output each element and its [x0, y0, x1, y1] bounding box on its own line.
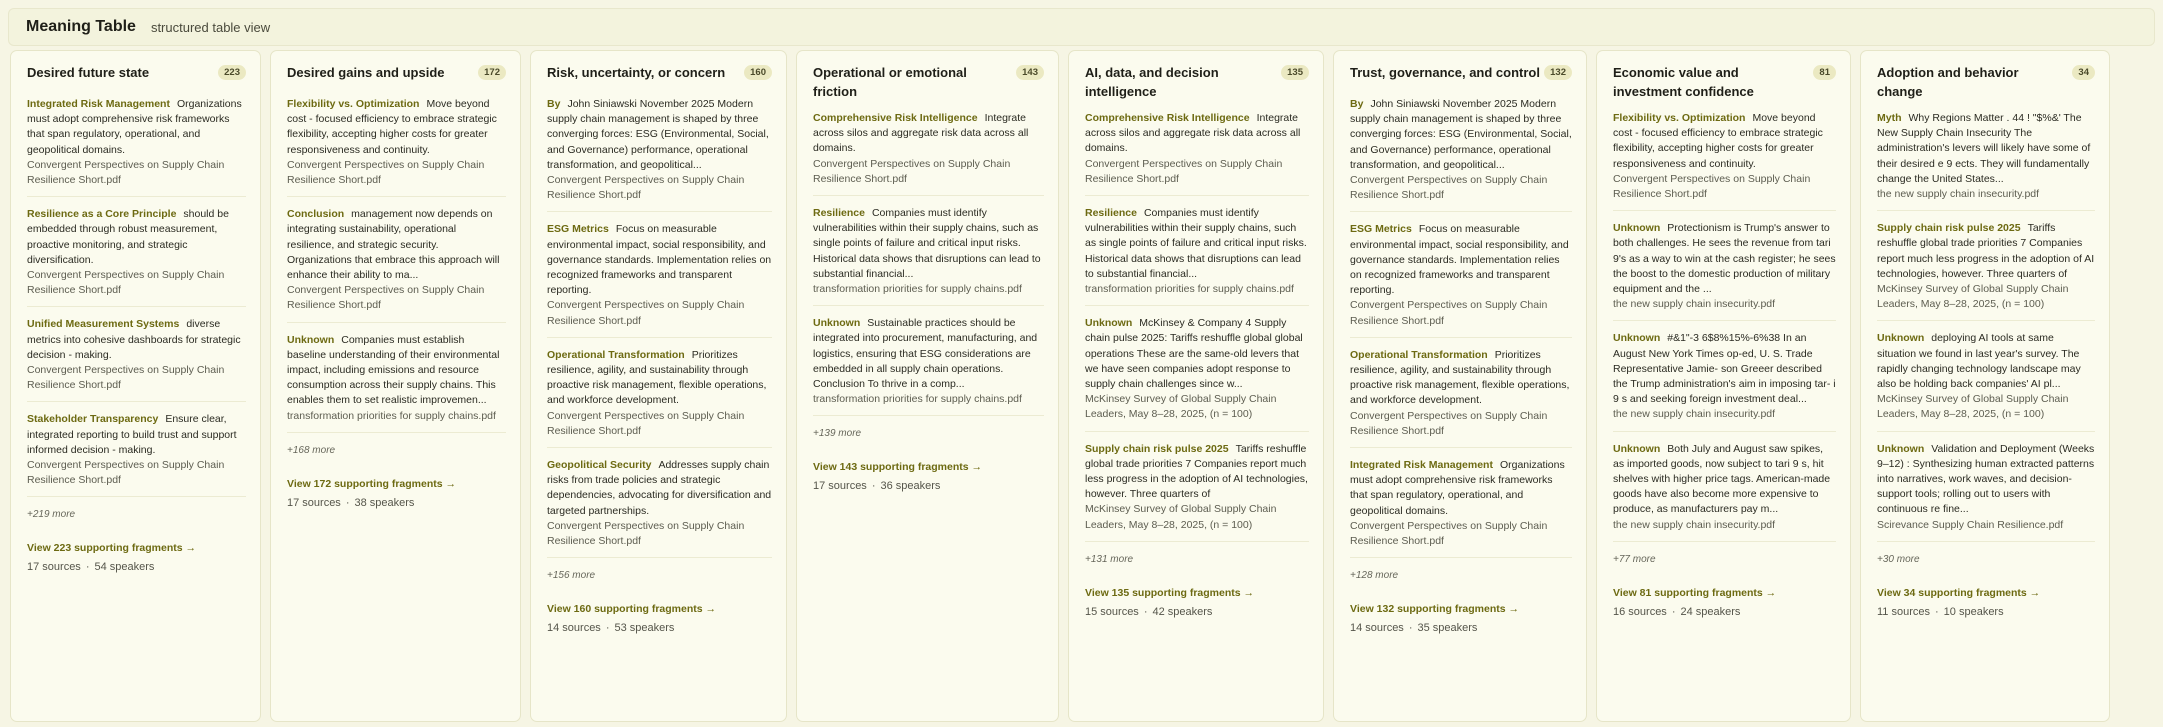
fragment-item — [1350, 448, 1572, 558]
fragment-body: Integrate across silos and aggregate risk data across all domains. — [1085, 112, 1301, 155]
fragment-text — [813, 111, 1044, 157]
column-title: Economic value and investment confidence — [1613, 65, 1754, 99]
fragment-source: Convergent Perspectives on Supply Chain Resilience Short.pdf — [813, 157, 1011, 185]
fragment-label: Unknown — [1613, 222, 1661, 235]
fragment-source: Convergent Perspectives on Supply Chain Resilience Short.pdf — [1350, 519, 1548, 548]
fragment-source: Convergent Perspectives on Supply Chain Resilience Short.pdf — [1350, 299, 1548, 327]
fragment-text — [287, 333, 506, 409]
fragment-source: the new supply chain insecurity.pdf — [1613, 408, 1776, 421]
fragment-body: Organizations must adopt comprehensive risk frameworks that span regulatory, operational, and geopolitical domains. — [1350, 459, 1565, 517]
page-subtitle: structured table view — [150, 19, 271, 35]
fragment-label: Unknown — [1877, 442, 1925, 455]
fragment-source: Convergent Perspectives on Supply Chain Resilience Short.pdf — [1350, 409, 1548, 437]
speakers-count: 24 speakers — [1680, 605, 1741, 618]
fragment-text — [27, 97, 246, 158]
fragment-label: ESG Metrics — [547, 223, 609, 236]
fragment-source: transformation priorities for supply chains.pdf — [287, 409, 496, 422]
count-badge: 143 — [1016, 65, 1044, 80]
fragment-source: Convergent Perspectives on Supply Chain Resilience Short.pdf — [547, 409, 745, 437]
column-stats — [287, 497, 506, 509]
column-title: Adoption and behavior change — [1877, 65, 2019, 99]
fragment-source: the new supply chain insecurity.pdf — [1877, 188, 2040, 201]
meaning-column — [1068, 50, 1324, 722]
fragment-item — [1350, 212, 1572, 337]
fragment-text — [1613, 442, 1836, 518]
fragment-body: deploying AI tools at same situation we found in last year's survey. The rapidly changing technology landscape may also be holding back companies' AI pl... — [1877, 332, 2081, 391]
view-fragments-link[interactable]: View 143 supporting fragments → — [813, 461, 983, 474]
fragment-text — [813, 206, 1044, 282]
column-header — [287, 63, 506, 87]
fragment-label: ESG Metrics — [1350, 223, 1412, 236]
fragment-source: Convergent Perspectives on Supply Chain Resilience Short.pdf — [27, 459, 225, 487]
fragment-body: Focus on measurable environmental impact, social responsibility, and governance standards. Implementation relies on recognized frameworks and transparent reporting. — [1350, 223, 1569, 297]
fragment-source: Convergent Perspectives on Supply Chain Resilience Short.pdf — [1350, 174, 1548, 202]
fragment-source: Convergent Perspectives on Supply Chain Resilience Short.pdf — [287, 158, 485, 187]
fragment-text — [1877, 331, 2095, 392]
fragment-source: the new supply chain insecurity.pdf — [1613, 298, 1776, 311]
fragment-label: Resilience — [813, 207, 865, 220]
fragment-body: Protectionism is Trump's answer to both challenges. He sees the revenue from tari 9's as a way to win at the cash register; he sees the boost to the domestic production of military equipment and the ... — [1613, 222, 1836, 296]
fragment-item — [547, 448, 772, 558]
fragment-body: Move beyond cost - focused efficiency to embrace strategic flexibility, accepting higher costs for greater responsiveness and continuity. — [287, 98, 497, 156]
fragment-item — [547, 87, 772, 212]
fragment-text — [287, 207, 506, 283]
separator-dot: · — [1408, 622, 1413, 635]
fragment-label: Integrated Risk Management — [1350, 459, 1493, 472]
column-header — [1613, 63, 1836, 101]
column-stats — [813, 480, 1044, 492]
view-fragments-link[interactable]: View 34 supporting fragments → — [1877, 586, 2041, 599]
fragment-item — [1613, 321, 1836, 431]
fragment-item — [1085, 196, 1309, 306]
meaning-column — [270, 50, 521, 722]
separator-dot: · — [871, 480, 876, 493]
column-stats — [27, 561, 246, 573]
fragment-body: Ensure clear, integrated reporting to build trust and support informed decision - making. — [27, 413, 237, 456]
separator-dot: · — [85, 561, 90, 574]
column-header — [1085, 63, 1309, 101]
sources-count: 11 sources — [1877, 605, 1930, 618]
speakers-count: 10 speakers — [1943, 605, 2004, 618]
fragment-label: Unified Measurement Systems — [27, 318, 180, 331]
fragment-source: Convergent Perspectives on Supply Chain Resilience Short.pdf — [27, 158, 225, 187]
speakers-count: 36 speakers — [880, 480, 941, 493]
fragment-text — [547, 97, 772, 173]
column-title: Risk, uncertainty, or concern — [547, 65, 726, 80]
fragment-body: diverse metrics into cohesive dashboards for strategic decision - making. — [27, 318, 241, 361]
fragment-source: transformation priorities for supply chains.pdf — [1085, 283, 1294, 296]
view-fragments-link[interactable]: View 132 supporting fragments → — [1350, 603, 1520, 616]
fragment-label: Myth — [1877, 112, 1902, 124]
fragment-body: Addresses supply chain risks from trade policies and strategic dependencies, advocating for diversification and targeted partnerships. — [547, 459, 772, 517]
count-badge: 132 — [1544, 65, 1572, 80]
fragment-label: Supply chain risk pulse 2025 — [1877, 222, 2021, 235]
meaning-column — [796, 50, 1059, 722]
column-stats — [1350, 622, 1572, 634]
count-badge: 223 — [218, 65, 246, 80]
fragment-item — [27, 307, 246, 402]
view-fragments-link[interactable]: View 135 supporting fragments → — [1085, 586, 1255, 599]
fragment-item — [1350, 338, 1572, 448]
column-title: Desired future state — [27, 65, 150, 80]
fragment-label: Resilience as a Core Principle — [27, 208, 177, 221]
fragment-text — [27, 207, 246, 268]
fragment-label: Flexibility vs. Optimization — [1613, 112, 1746, 124]
column-title: AI, data, and decision intelligence — [1085, 65, 1219, 99]
column-stats — [547, 622, 772, 634]
fragment-label: Unknown — [1613, 332, 1661, 345]
fragment-label: Unknown — [1613, 442, 1661, 455]
column-title: Operational or emotional friction — [813, 65, 967, 99]
fragment-source: Convergent Perspectives on Supply Chain Resilience Short.pdf — [27, 269, 225, 297]
fragment-source: transformation priorities for supply chains.pdf — [813, 393, 1022, 406]
fragment-label: By — [1350, 98, 1364, 110]
fragment-body: Prioritizes resilience, agility, and sustainability through proactive risk management, flexible operations, and workforce development. — [547, 348, 767, 407]
sources-count: 14 sources — [1350, 622, 1404, 635]
fragment-text — [1877, 442, 2095, 518]
fragment-source: Convergent Perspectives on Supply Chain Resilience Short.pdf — [547, 174, 745, 202]
fragment-label: Operational Transformation — [547, 348, 685, 361]
fragment-body: Validation and Deployment (Weeks 9–12) : Synthesizing human extracted patterns into narratives, work waves, and decision-support tools; rolling out to users with continuous re fine... — [1877, 442, 2095, 516]
count-badge: 160 — [744, 65, 772, 80]
fragment-source: transformation priorities for supply chains.pdf — [813, 283, 1022, 296]
fragment-source: McKinsey Survey of Global Supply Chain Leaders, May 8–28, 2025, (n = 100) — [1085, 503, 1277, 531]
fragment-item — [27, 197, 246, 307]
fragment-item — [1085, 432, 1309, 542]
column-stats — [1613, 606, 1836, 618]
count-badge: 34 — [2072, 65, 2095, 80]
fragment-text — [1877, 221, 2095, 282]
fragment-source: Convergent Perspectives on Supply Chain Resilience Short.pdf — [1085, 157, 1283, 185]
fragment-text — [547, 222, 772, 298]
fragment-item — [1877, 211, 2095, 321]
fragment-item — [813, 306, 1044, 416]
speakers-count: 38 speakers — [354, 496, 415, 509]
fragment-source: McKinsey Survey of Global Supply Chain Leaders, May 8–28, 2025, (n = 100) — [1877, 283, 2069, 311]
count-badge: 172 — [478, 65, 506, 80]
fragment-body: Organizations must adopt comprehensive risk frameworks that span regulatory, operational, and geopolitical domains. — [27, 98, 242, 156]
speakers-count: 35 speakers — [1417, 622, 1478, 635]
fragment-body: John Siniawski November 2025 Modern supply chain management is shaped by three converging forces: ESG (Environmental, Social, and Governance) performance, operational transformation, and geopolitical... — [1350, 98, 1572, 171]
fragment-body: McKinsey & Company 4 Supply chain pulse 2025: Tariffs reshuffle global global operations These are the same-old levers that we have seen companies adopt response to supply chain challenges since w... — [1085, 317, 1303, 391]
sources-count: 17 sources — [813, 480, 867, 493]
speakers-count: 53 speakers — [614, 622, 675, 635]
fragment-item — [547, 212, 772, 337]
more-count: +156 more — [547, 570, 596, 582]
fragment-source: Convergent Perspectives on Supply Chain Resilience Short.pdf — [287, 284, 485, 312]
fragment-body: management now depends on integrating sustainability, operational resilience, and strategic security. Organizations that embrace this approach will enhance their ability to ma... — [287, 208, 500, 282]
more-count: +30 more — [1877, 553, 1920, 565]
fragment-label: Integrated Risk Management — [27, 98, 170, 110]
fragment-label: Conclusion — [287, 208, 345, 221]
fragment-text — [547, 348, 772, 409]
fragment-label: Supply chain risk pulse 2025 — [1085, 442, 1229, 455]
fragment-item — [1877, 432, 2095, 542]
fragment-text — [547, 458, 772, 519]
fragment-source: Convergent Perspectives on Supply Chain Resilience Short.pdf — [547, 519, 745, 548]
fragment-item — [813, 196, 1044, 306]
fragment-body: Focus on measurable environmental impact, social responsibility, and governance standards. Implementation relies on recognized frameworks and transparent reporting. — [547, 223, 772, 297]
fragment-text — [287, 97, 506, 158]
column-title: Desired gains and upside — [287, 65, 445, 80]
fragment-item — [287, 323, 506, 433]
fragment-body: Tariffs reshuffle global trade priorities 7 Companies report much less progress in the adoption of AI technologies, however. Three quarters of — [1085, 442, 1308, 501]
fragment-body: Companies must establish baseline understanding of their environmental impact, including emissions and resource consumption across their supply chains. This enables them to set realistic improvemen... — [287, 333, 500, 407]
fragment-item — [1877, 101, 2095, 211]
meaning-column — [530, 50, 787, 722]
fragment-text — [1613, 111, 1836, 172]
fragment-item — [1613, 101, 1836, 211]
fragment-body: Both July and August saw spikes, as imported goods, now subject to tari 9 s, hit shelves with higher price tags. American-made goods have also become more expensive to produce, as manufacturers pay m... — [1613, 442, 1831, 516]
speakers-count: 54 speakers — [94, 561, 155, 574]
column-header — [547, 63, 772, 87]
fragment-body: should be embedded through robust measurement, proactive monitoring, and strategic diversification. — [27, 208, 229, 266]
fragment-label: Flexibility vs. Optimization — [287, 98, 420, 110]
view-fragments-link[interactable]: View 81 supporting fragments → — [1613, 586, 1777, 599]
fragment-text — [1085, 316, 1309, 392]
meaning-column — [10, 50, 261, 722]
fragment-item — [27, 87, 246, 197]
fragment-body: Companies must identify vulnerabilities within their supply chains, such as single points of failure and critical input risks. Historical data shows that disruptions can lead to substantial financial... — [813, 207, 1041, 280]
view-fragments-link[interactable]: View 172 supporting fragments → — [287, 477, 457, 490]
fragment-label: Comprehensive Risk Intelligence — [813, 112, 978, 124]
fragment-item — [1350, 87, 1572, 212]
more-count: +77 more — [1613, 553, 1656, 565]
fragment-item — [1613, 432, 1836, 542]
fragment-item — [1085, 306, 1309, 431]
fragment-source: Convergent Perspectives on Supply Chain Resilience Short.pdf — [1613, 172, 1811, 201]
fragment-source: McKinsey Survey of Global Supply Chain Leaders, May 8–28, 2025, (n = 100) — [1877, 393, 2069, 421]
fragment-body: Why Regions Matter . 44 ! "$%&' The New Supply Chain Insecurity The administration's levers will likely have some of their desired e 9 ects. They will fundamentally change the United States... — [1877, 112, 2091, 185]
view-fragments-link[interactable]: View 160 supporting fragments → — [547, 603, 717, 616]
fragment-body: Prioritizes resilience, agility, and sustainability through proactive risk management, flexible operations, and workforce development. — [1350, 348, 1570, 407]
column-header — [27, 63, 246, 87]
fragment-item — [813, 101, 1044, 196]
fragment-source: Convergent Perspectives on Supply Chain Resilience Short.pdf — [27, 364, 225, 392]
meaning-column — [1596, 50, 1851, 722]
fragment-label: Unknown — [813, 317, 861, 330]
column-header — [1877, 63, 2095, 101]
fragment-body: Tariffs reshuffle global trade priorities 7 Companies report much less progress in the adoption of AI technologies, however. Three quarters of — [1877, 222, 2095, 280]
speakers-count: 42 speakers — [1152, 605, 1213, 618]
fragment-item — [1613, 211, 1836, 321]
more-count: +139 more — [813, 428, 862, 440]
column-stats — [1877, 606, 2095, 618]
sources-count: 16 sources — [1613, 605, 1667, 618]
separator-dot: · — [345, 496, 350, 509]
fragment-text — [1350, 348, 1572, 409]
fragment-text — [1350, 222, 1572, 298]
fragment-label: Comprehensive Risk Intelligence — [1085, 112, 1250, 124]
sources-count: 14 sources — [547, 622, 601, 635]
fragment-source: the new supply chain insecurity.pdf — [1613, 518, 1776, 531]
fragment-label: Unknown — [287, 333, 335, 346]
separator-dot: · — [605, 622, 610, 635]
fragment-label: Resilience — [1085, 207, 1137, 220]
fragment-item — [1085, 101, 1309, 196]
fragment-body: #&1"-3 6$8%15%-6%38 In an August New York Times op-ed, U. S. Trade Representative Jamie- son Greeer described the Trump administration's aim in imposing tar- i 9 s and seeking foreign investment deal... — [1613, 332, 1836, 406]
fragment-item — [27, 402, 246, 497]
fragment-text — [1613, 221, 1836, 297]
fragment-text — [1085, 111, 1309, 157]
more-count: +219 more — [27, 509, 76, 521]
fragment-text — [1613, 331, 1836, 407]
sources-count: 17 sources — [287, 496, 341, 509]
more-count: +168 more — [287, 444, 336, 456]
fragment-text — [1350, 458, 1572, 519]
fragment-text — [1350, 97, 1572, 173]
sources-count: 15 sources — [1085, 605, 1139, 618]
fragment-label: Geopolitical Security — [547, 459, 652, 472]
fragment-item — [1877, 321, 2095, 431]
fragment-text — [1877, 111, 2095, 187]
separator-dot: · — [1935, 605, 1939, 618]
separator-dot: · — [1143, 605, 1148, 618]
count-badge: 81 — [1813, 65, 1836, 80]
fragment-body: John Siniawski November 2025 Modern supply chain management is shaped by three converging forces: ESG (Environmental, Social, and Governance) performance, operational transformation, and geopolitical... — [547, 98, 769, 171]
fragment-item — [287, 197, 506, 322]
fragment-source: McKinsey Survey of Global Supply Chain Leaders, May 8–28, 2025, (n = 100) — [1085, 393, 1277, 421]
fragment-item — [287, 87, 506, 197]
count-badge: 135 — [1281, 65, 1309, 80]
fragment-body: Sustainable practices should be integrated into procurement, manufacturing, and logistics, ensuring that ESG considerations are embedded in all supply chain operations. Conclusion To thrive in a comp... — [813, 317, 1038, 391]
column-header — [1350, 63, 1572, 87]
sources-count: 17 sources — [27, 561, 81, 574]
fragment-text — [813, 316, 1044, 392]
more-count: +131 more — [1085, 553, 1134, 565]
fragment-label: Stakeholder Transparency — [27, 413, 159, 426]
fragment-item — [547, 338, 772, 448]
more-count: +128 more — [1350, 570, 1399, 582]
fragment-body: Move beyond cost - focused efficiency to embrace strategic flexibility, accepting higher costs for greater responsiveness and continuity. — [1613, 112, 1823, 170]
fragment-label: Unknown — [1085, 317, 1133, 330]
separator-dot: · — [1671, 605, 1676, 618]
page-title: Meaning Table — [26, 18, 136, 35]
meaning-column — [1333, 50, 1587, 722]
meaning-columns — [10, 50, 2156, 722]
fragment-source: Convergent Perspectives on Supply Chain Resilience Short.pdf — [547, 299, 745, 327]
fragment-text — [27, 317, 246, 363]
fragment-label: By — [547, 98, 561, 110]
fragment-label: Operational Transformation — [1350, 348, 1488, 361]
column-title: Trust, governance, and control — [1350, 65, 1540, 80]
column-stats — [1085, 606, 1309, 618]
fragment-body: Companies must identify vulnerabilities within their supply chains, such as single points of failure and critical input risks. Historical data shows that disruptions can lead to substantial financial... — [1085, 207, 1307, 280]
fragment-text — [1085, 206, 1309, 282]
view-fragments-link[interactable]: View 223 supporting fragments → — [27, 542, 197, 555]
fragment-text — [27, 412, 246, 458]
fragment-label: Unknown — [1877, 332, 1925, 345]
fragment-text — [1085, 442, 1309, 503]
column-header — [813, 63, 1044, 101]
page-header — [8, 8, 2155, 46]
meaning-column — [1860, 50, 2110, 722]
fragment-source: Scirevance Supply Chain Resilience.pdf — [1877, 518, 2064, 531]
fragment-body: Integrate across silos and aggregate risk data across all domains. — [813, 112, 1029, 155]
